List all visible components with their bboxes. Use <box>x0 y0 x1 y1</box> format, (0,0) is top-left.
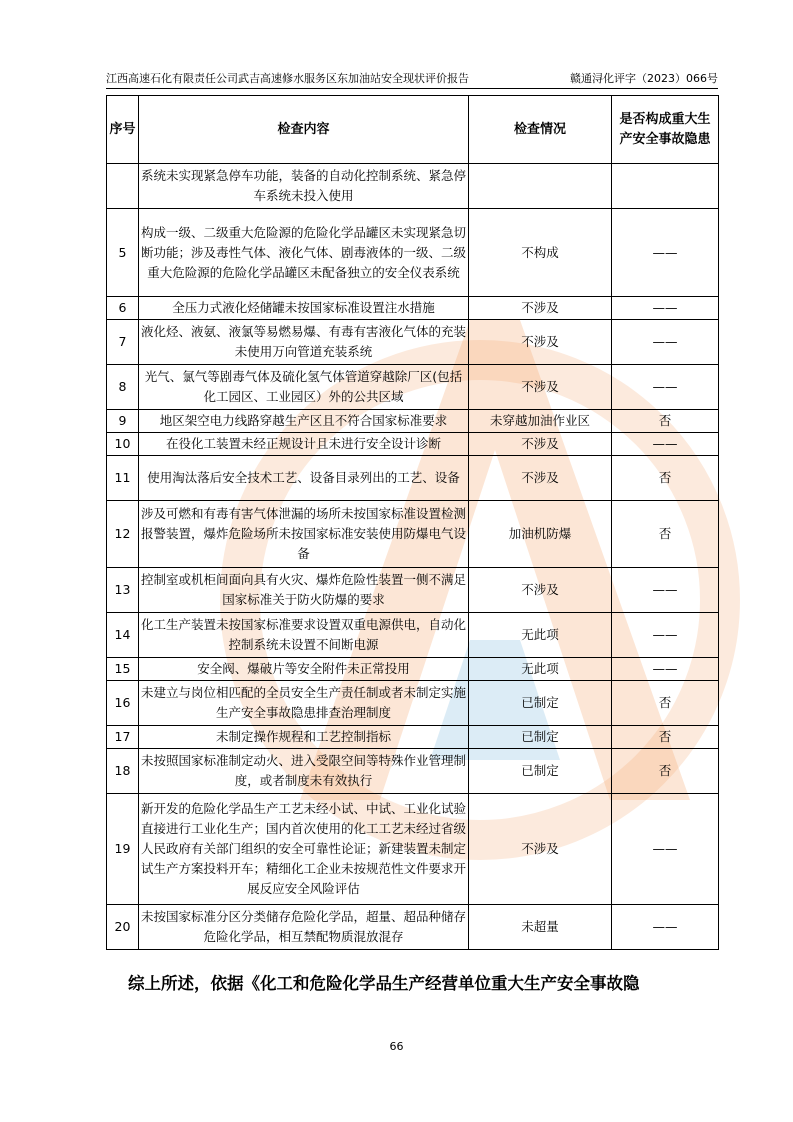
row-content: 未按国家标准分区分类储存危险化学品，超量、超品种储存危险化学品，相互禁配物质混放混存 <box>139 905 469 950</box>
row-result <box>612 164 719 209</box>
table-row <box>107 433 719 456</box>
row-content: 控制室或机柜间面向具有火灾、爆炸危险性装置一侧不满足国家标准关于防火防爆的要求 <box>139 568 469 613</box>
row-status: 不涉及 <box>469 794 612 905</box>
row-result: —— <box>612 658 719 681</box>
row-content: 在役化工装置未经正规设计且未进行安全设计诊断 <box>139 433 469 456</box>
row-status: 已制定 <box>469 681 612 726</box>
table-row <box>107 456 719 501</box>
row-result: 否 <box>612 501 719 568</box>
row-result: —— <box>612 320 719 365</box>
row-content: 未建立与岗位相匹配的全员安全生产责任制或者未制定实施生产安全事故隐患排查治理制度 <box>139 681 469 726</box>
row-no: 13 <box>107 568 139 613</box>
table-row <box>107 794 719 905</box>
row-result: —— <box>612 794 719 905</box>
row-content: 光气、氯气等剧毒气体及硫化氢气体管道穿越除厂区(包括化工园区、工业园区）外的公共区域 <box>139 365 469 410</box>
row-no: 12 <box>107 501 139 568</box>
row-content: 液化烃、液氨、液氯等易燃易爆、有毒有害液化气体的充装未使用万向管道充装系统 <box>139 320 469 365</box>
row-no: 9 <box>107 410 139 433</box>
row-content: 构成一级、二级重大危险源的危险化学品罐区未实现紧急切断功能；涉及毒性气体、液化气体、剧毒液体的一级、二级重大危险源的危险化学品罐区未配备独立的安全仪表系统 <box>139 209 469 297</box>
row-no: 19 <box>107 794 139 905</box>
row-result: —— <box>612 568 719 613</box>
row-status: 不涉及 <box>469 365 612 410</box>
header-doc-number: 赣通浔化评字（2023）066号 <box>570 72 718 85</box>
table-row <box>107 681 719 726</box>
page-number: 66 <box>389 1040 404 1053</box>
table-row <box>107 749 719 794</box>
row-result: —— <box>612 209 719 297</box>
row-status: 已制定 <box>469 749 612 794</box>
row-result: —— <box>612 905 719 950</box>
row-content: 全压力式液化烃储罐未按国家标准设置注水措施 <box>139 297 469 320</box>
row-content: 化工生产装置未按国家标准要求设置双重电源供电，自动化控制系统未设置不间断电源 <box>139 613 469 658</box>
table-row <box>107 658 719 681</box>
row-result: 否 <box>612 749 719 794</box>
summary-paragraph: 综上所述，依据《化工和危险化学品生产经营单位重大生产安全事故隐 <box>128 974 640 993</box>
table-row <box>107 365 719 410</box>
row-status: 无此项 <box>469 658 612 681</box>
row-no: 7 <box>107 320 139 365</box>
row-status: 不涉及 <box>469 568 612 613</box>
row-no: 6 <box>107 297 139 320</box>
table-row <box>107 209 719 297</box>
table-row <box>107 164 719 209</box>
header-result: 是否构成重大生产安全事故隐患 <box>612 96 719 164</box>
row-status: 不涉及 <box>469 433 612 456</box>
table-row <box>107 726 719 749</box>
inspection-table <box>106 95 719 950</box>
row-no: 16 <box>107 681 139 726</box>
row-no: 20 <box>107 905 139 950</box>
table-row <box>107 320 719 365</box>
header-content: 检查内容 <box>139 96 469 164</box>
row-no: 8 <box>107 365 139 410</box>
row-content: 未制定操作规程和工艺控制指标 <box>139 726 469 749</box>
row-no: 10 <box>107 433 139 456</box>
row-result: —— <box>612 365 719 410</box>
row-result: 否 <box>612 410 719 433</box>
row-status: 不构成 <box>469 209 612 297</box>
row-status: 未穿越加油作业区 <box>469 410 612 433</box>
row-no: 15 <box>107 658 139 681</box>
row-status <box>469 164 612 209</box>
row-no: 14 <box>107 613 139 658</box>
row-no: 5 <box>107 209 139 297</box>
row-no: 17 <box>107 726 139 749</box>
row-status: 不涉及 <box>469 320 612 365</box>
row-content: 新开发的危险化学品生产工艺未经小试、中试、工业化试验直接进行工业化生产；国内首次使用的化工工艺未经过省级人民政府有关部门组织的安全可靠性论证；新建装置未制定试生产方案投料开车；精细化工企业未按规范性文件要求开展反应安全风险评估 <box>139 794 469 905</box>
row-result: —— <box>612 433 719 456</box>
header-status: 检查情况 <box>469 96 612 164</box>
table-row <box>107 410 719 433</box>
row-content: 地区架空电力线路穿越生产区且不符合国家标准要求 <box>139 410 469 433</box>
row-no <box>107 164 139 209</box>
row-status: 未超量 <box>469 905 612 950</box>
row-status: 已制定 <box>469 726 612 749</box>
table-row <box>107 501 719 568</box>
row-result: 否 <box>612 726 719 749</box>
row-result: 否 <box>612 456 719 501</box>
table-header-row <box>107 96 719 164</box>
row-result: —— <box>612 613 719 658</box>
row-content: 安全阀、爆破片等安全附件未正常投用 <box>139 658 469 681</box>
row-status: 不涉及 <box>469 456 612 501</box>
row-no: 18 <box>107 749 139 794</box>
row-no: 11 <box>107 456 139 501</box>
table-row <box>107 297 719 320</box>
row-content: 系统未实现紧急停车功能，装备的自动化控制系统、紧急停车系统未投入使用 <box>139 164 469 209</box>
table-row <box>107 905 719 950</box>
row-content: 涉及可燃和有毒有害气体泄漏的场所未按国家标准设置检测报警装置，爆炸危险场所未按国家标准安装使用防爆电气设备 <box>139 501 469 568</box>
row-status: 加油机防爆 <box>469 501 612 568</box>
header-no: 序号 <box>107 96 139 164</box>
row-status: 不涉及 <box>469 297 612 320</box>
header-report-title: 江西高速石化有限责任公司武吉高速修水服务区东加油站安全现状评价报告 <box>106 72 469 85</box>
row-content: 未按照国家标准制定动火、进入受限空间等特殊作业管理制度，或者制度未有效执行 <box>139 749 469 794</box>
row-status: 无此项 <box>469 613 612 658</box>
row-result: 否 <box>612 681 719 726</box>
table-row <box>107 568 719 613</box>
row-result: —— <box>612 297 719 320</box>
page-header <box>106 68 718 89</box>
row-content: 使用淘汰落后安全技术工艺、设备目录列出的工艺、设备 <box>139 456 469 501</box>
table-row <box>107 613 719 658</box>
